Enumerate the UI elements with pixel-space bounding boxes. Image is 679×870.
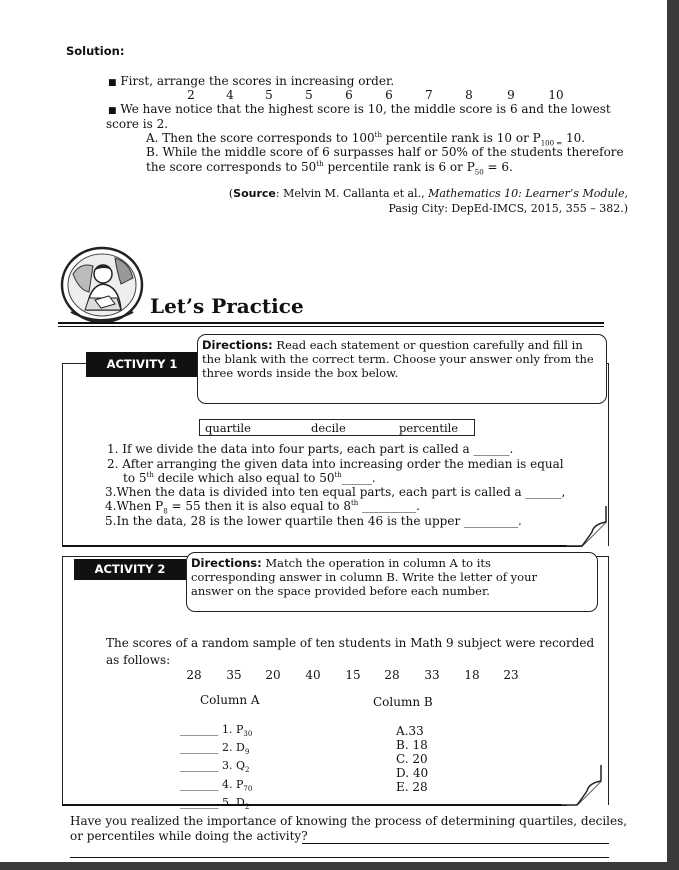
reflection-question: Have you realized the importance of knowing the process of determining quartiles, deciles, <box>70 814 628 828</box>
answer-blank: _______ <box>180 741 219 755</box>
column-a-item <box>180 778 252 796</box>
item-label: 4. P <box>222 777 244 791</box>
point-b-text: the score corresponds to 50 <box>146 160 317 174</box>
q4-sup: th <box>350 499 359 507</box>
score: 10 <box>548 88 564 102</box>
word-box <box>199 419 475 436</box>
score: 7 <box>425 88 433 102</box>
score: 6 <box>345 88 353 102</box>
solution-scores <box>178 88 586 102</box>
score: 5 <box>265 88 273 102</box>
answer-blank: _______ <box>180 759 219 773</box>
activity1-question-4 <box>105 499 420 515</box>
activity2-page-curl <box>561 765 607 807</box>
item-label: 2. D <box>222 741 245 755</box>
score: 23 <box>503 668 519 682</box>
activity1-directions-l1: Read each statement or question carefully and fill in <box>272 338 583 352</box>
point-a-end: 10. <box>562 131 586 145</box>
item-label: 5. D <box>222 795 245 809</box>
column-a-list <box>180 723 252 814</box>
activity1-directions-l3: three words inside the box below. <box>202 366 399 380</box>
activity2-intro: The scores of a random sample of ten students in Math 9 subject were recorded <box>106 636 595 650</box>
score: 4 <box>226 88 234 102</box>
column-a-item <box>180 796 252 814</box>
activity1-directions-label: Directions: <box>202 338 273 352</box>
point-b-sup: th <box>316 160 324 168</box>
activity2-directions-l3: answer on the space provided before each number. <box>191 584 490 598</box>
activity1-frame-bottom <box>62 545 582 547</box>
lets-practice-heading: Let’s Practice <box>150 294 304 318</box>
activity2-directions-label: Directions: <box>191 556 262 570</box>
point-b-end: = 6. <box>483 160 513 174</box>
score: 6 <box>385 88 393 102</box>
column-b-item: B. 18 <box>396 738 428 752</box>
source-citation-line2: Pasig City: DepEd-IMCS, 2015, 355 – 382.) <box>388 202 628 215</box>
word-decile: decile <box>311 421 346 435</box>
q4-text: 4.When P <box>105 499 164 513</box>
item-sub: 9 <box>244 748 250 757</box>
activity1-question-1: 1. If we divide the data into four parts, each part is called a ______. <box>107 442 514 456</box>
solution-bullet-2: ■ We have notice that the highest score is 10, the middle score is 6 and the lowest <box>108 102 611 116</box>
q2-sup-1: th <box>146 471 154 479</box>
answer-blank: _______ <box>180 795 219 809</box>
q4-blank: _________. <box>358 499 420 513</box>
activity1-question-3: 3.When the data is divided into ten equal parts, each part is called a ______, <box>105 485 566 499</box>
solution-point-b-cont <box>146 160 513 176</box>
point-a-sup: th <box>374 131 382 139</box>
score: 33 <box>424 668 440 682</box>
activity1-page-curl <box>566 506 612 548</box>
column-b-header: Column B <box>373 695 433 709</box>
score: 2 <box>187 88 195 102</box>
score: 5 <box>305 88 313 102</box>
point-a-text: A. Then the score corresponds to 100 <box>146 131 375 145</box>
activity2-directions-l1: Match the operation in column A to its <box>261 556 491 570</box>
activity1-label: ACTIVITY 1 <box>86 352 198 377</box>
column-a-header: Column A <box>200 693 260 707</box>
q2-text-2: decile which also equal to 50 <box>153 471 335 485</box>
word-percentile: percentile <box>399 421 459 435</box>
score: 35 <box>226 668 242 682</box>
column-b-item: A.33 <box>396 724 424 738</box>
activity1-question-2: 2. After arranging the given data into increasing order the median is equal <box>107 457 564 471</box>
q2-text: to 5 <box>123 471 147 485</box>
column-b-list <box>396 724 428 794</box>
column-a-item <box>180 741 252 759</box>
score: 8 <box>465 88 473 102</box>
q4-sub: 8 <box>163 507 168 516</box>
point-a-sub: 100 = <box>540 139 563 148</box>
column-b-item: D. 40 <box>396 766 429 780</box>
reflection-answer-line[interactable] <box>302 843 609 844</box>
column-a-item <box>180 723 252 741</box>
score: 28 <box>384 668 400 682</box>
score: 40 <box>305 668 321 682</box>
q2-blank: _____. <box>341 471 376 485</box>
activity2-directions <box>186 552 598 612</box>
item-sub: 2 <box>245 766 250 775</box>
column-b-item: E. 28 <box>396 780 428 794</box>
solution-title: Solution: <box>66 44 125 58</box>
solution-point-b: B. While the middle score of 6 surpasses half or 50% of the students therefore <box>146 145 624 159</box>
activity1-question-5: 5.In the data, 28 is the lower quartile then 46 is the upper _________. <box>105 514 522 528</box>
student-reading-logo <box>59 244 145 326</box>
word-quartile: quartile <box>205 421 251 435</box>
source-label: Source <box>233 187 276 200</box>
heading-rule-thin <box>58 326 604 327</box>
score: 20 <box>265 668 281 682</box>
item-label: 3. Q <box>222 759 246 773</box>
activity1-directions <box>197 334 607 404</box>
answer-blank: _______ <box>180 723 219 736</box>
solution-bullet-2-text: We have notice that the highest score is 10, the middle score is 6 and the lowest <box>120 102 611 116</box>
score: 15 <box>345 668 361 682</box>
source-citation <box>229 187 628 200</box>
q2-sup-2: th <box>334 471 342 479</box>
activity2-intro-cont: as follows: <box>106 653 171 667</box>
item-label: 1. P <box>222 723 244 736</box>
activity2-frame-bottom <box>62 804 567 806</box>
answer-blank: _______ <box>180 777 219 791</box>
reflection-question-cont: or percentiles while doing the activity? <box>70 829 308 843</box>
score: 9 <box>507 88 515 102</box>
score: 18 <box>464 668 480 682</box>
solution-bullet-1: ■ First, arrange the scores in increasing order. <box>108 74 395 88</box>
point-b-text-2: percentile rank is 6 or P <box>323 160 475 174</box>
heading-rule <box>58 322 604 324</box>
source-title: Mathematics 10: Learner’s Module, <box>428 187 628 200</box>
q4-text-2: = 55 then it is also equal to 8 <box>167 499 351 513</box>
column-a-item <box>180 759 252 777</box>
item-sub: 30 <box>243 730 253 739</box>
item-sub: 2 <box>244 802 250 811</box>
activity2-scores <box>180 668 524 682</box>
solution-bullet-1-text: First, arrange the scores in increasing order. <box>120 74 395 88</box>
column-b-item: C. 20 <box>396 752 428 766</box>
item-sub: 70 <box>243 784 253 793</box>
score: 28 <box>186 668 202 682</box>
solution-bullet-2-cont: score is 2. <box>106 117 169 131</box>
reflection-answer-line-2[interactable] <box>70 857 609 858</box>
point-a-text-2: percentile rank is 10 or P <box>381 131 541 145</box>
activity1-question-2-cont <box>123 471 376 485</box>
source-open: ( <box>228 187 234 200</box>
source-authors: : Melvin M. Callanta et al., <box>275 187 429 200</box>
activity2-label: ACTIVITY 2 <box>74 559 186 580</box>
activity2-directions-l2: corresponding answer in column B. Write the letter of your <box>191 570 537 584</box>
activity1-directions-l2: the blank with the correct term. Choose your answer only from the <box>202 352 594 366</box>
point-b-sub: 50 <box>474 168 484 177</box>
